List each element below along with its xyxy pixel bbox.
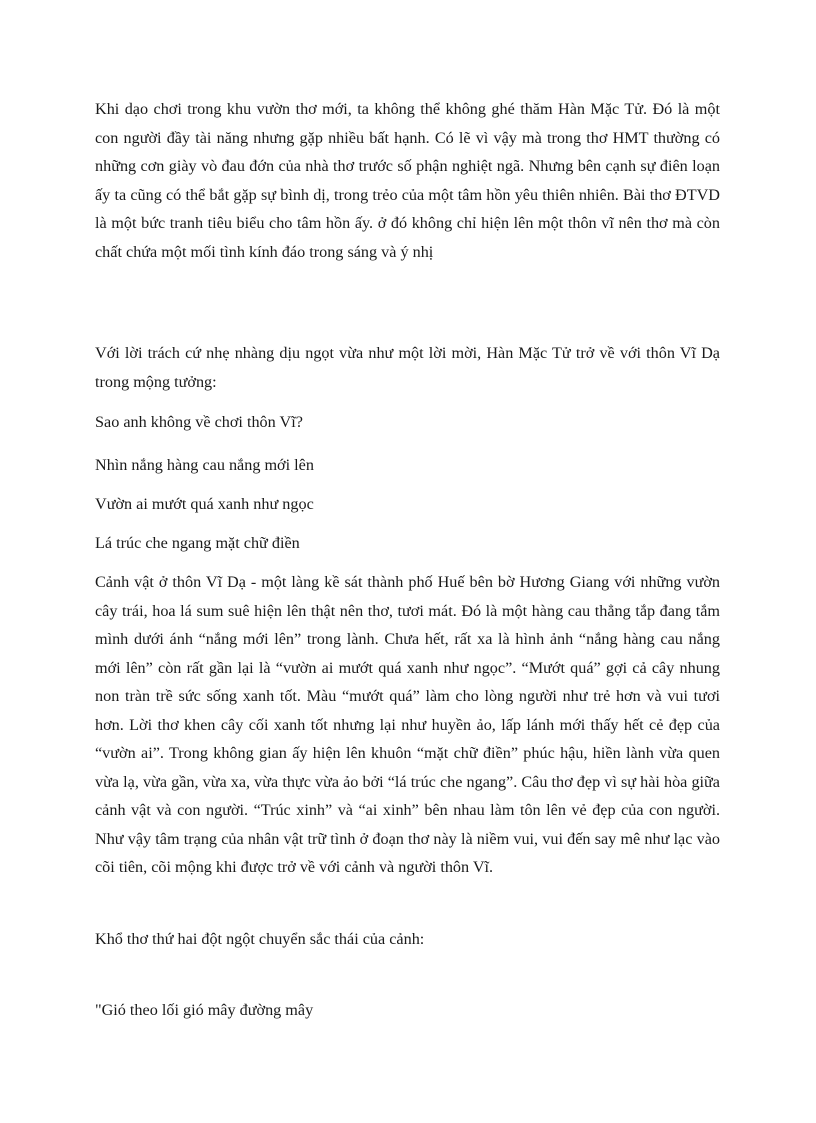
- verse-line: Vườn ai mướt quá xanh như ngọc: [95, 495, 314, 513]
- verse-line: Nhìn nắng hàng cau nắng mới lên: [95, 456, 314, 474]
- verse-line: "Gió theo lối gió mây đường mây: [95, 1001, 314, 1019]
- section-intro-paragraph: Khổ thơ thứ hai đột ngột chuyển sắc thái của cảnh:: [95, 930, 425, 948]
- verse-line: Lá trúc che ngang mặt chữ điền: [95, 534, 300, 552]
- verse-line: Sao anh không về chơi thôn Vĩ?: [95, 413, 303, 431]
- transition-paragraph: Với lời trách cứ nhẹ nhàng dịu ngọt vừa như một lời mời, Hàn Mặc Tử trở về với thôn Vĩ Dạ trong mộng tưởng:: [95, 344, 720, 391]
- analysis-paragraph: Cảnh vật ở thôn Vĩ Dạ - một làng kề sát thành phố Huế bên bờ Hương Giang với những vườn cây trái, hoa lá sum suê hiện lên thật nên thơ, tươi mát. Đó là một hàng cau thẳng tắp đang tắm mình dưới ánh “nắng mới lên” trong lành. Chưa hết, rất xa là hình ảnh “nắng hàng cau nắng mới lên” còn rất gần lại là “vườn ai mướt quá xanh như ngọc”. “Mướt quá” gợi cả cây nhung non tràn trề sức sống xanh tốt. Màu “mướt quá” làm cho lòng người như trẻ hơn và vui tươi hơn. Lời thơ khen cây cối xanh tốt nhưng lại như huyền ảo, lấp lánh mới thấy hết cẻ đẹp của “vườn ai”. Trong không gian ấy hiện lên khuôn “mặt chữ điền” phúc hậu, hiền lành vừa quen vừa lạ, vừa gần, vừa xa, vừa thực vừa ảo bởi “lá trúc che ngang”. Câu thơ đẹp vì sự hài hòa giữa cảnh vật và con người. “Trúc xinh” và “ai xinh” bên nhau làm tôn lên vẻ đẹp của con người. Như vậy tâm trạng của nhân vật trữ tình ở đoạn thơ này là niềm vui, vui đến say mê như lạc vào cõi tiên, cõi mộng khi được trở về với cảnh và người thôn Vĩ.: [95, 573, 720, 876]
- intro-paragraph: Khi dạo chơi trong khu vườn thơ mới, ta không thể không ghé thăm Hàn Mặc Tử. Đó là một con người đầy tài năng nhưng gặp nhiều bất hạnh. Có lẽ vì vậy mà trong thơ HMT thường có những cơn giày vò đau đớn của nhà thơ trước số phận nghiệt ngã. Nhưng bên cạnh sự điên loạn ấy ta cũng có thể bắt gặp sự bình dị, trong trẻo của một tâm hồn yêu thiên nhiên. Bài thơ ĐTVD là một bức tranh tiêu biểu cho tâm hồn ấy. ở đó không chỉ hiện lên một thôn vĩ nên thơ mà còn chất chứa một mối tình kính đáo trong sáng và ý nhị: [95, 100, 720, 261]
